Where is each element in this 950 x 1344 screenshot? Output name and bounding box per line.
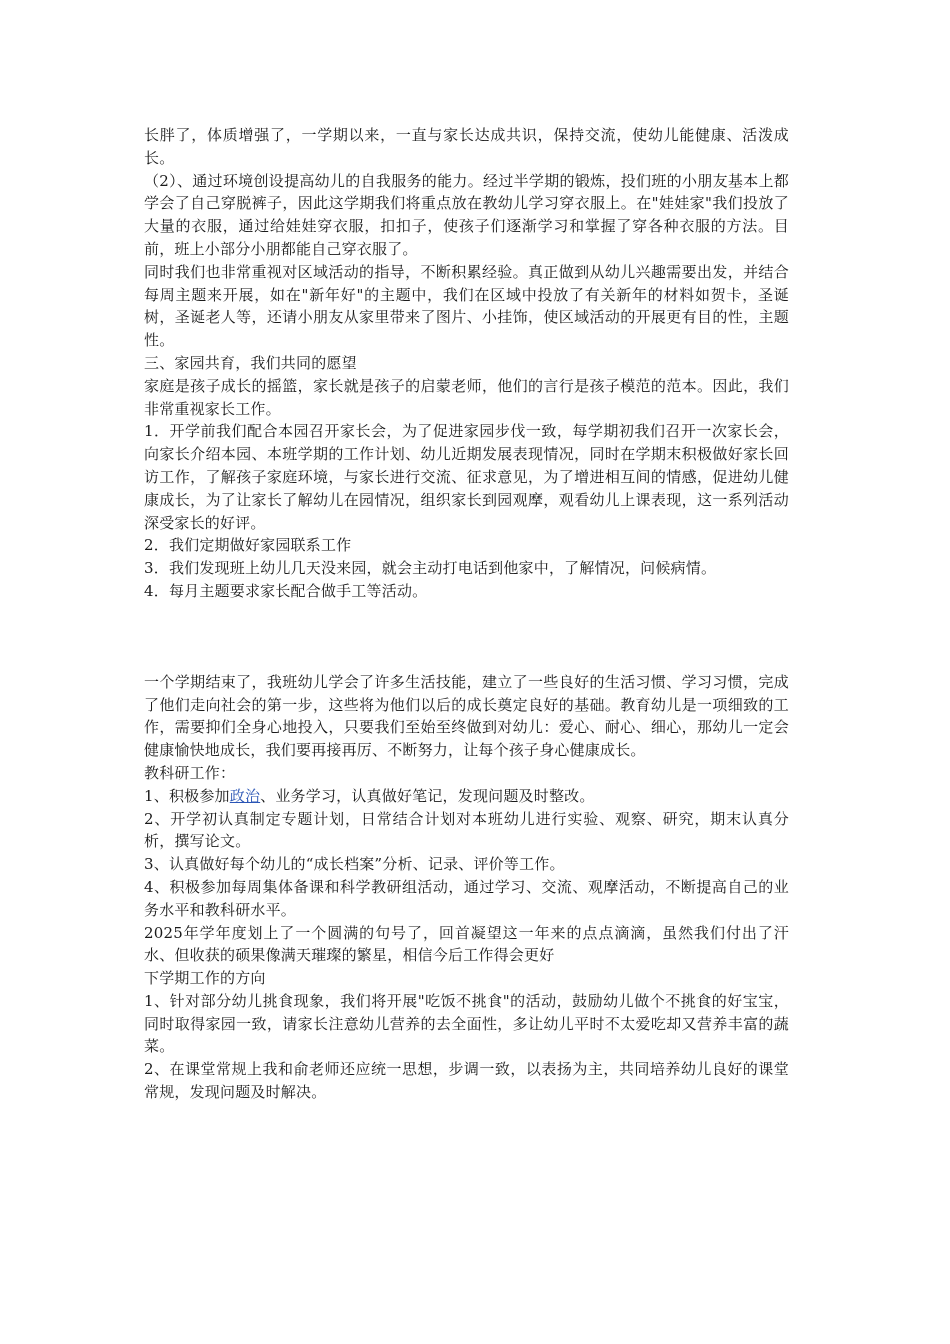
paragraph: （2）、通过环境创设提高幼儿的自我服务的能力。经过半学期的锻炼，投们班的小朋友基本上都学会了自己穿脱裤子，因此这学期我们将重点放在教幼儿学习穿衣服上。在"娃娃家"我们投放了大量的衣服，通过给娃娃穿衣服，扣扣子，使孩子们逐渐学习和掌握了穿各种衣服的方法。目前，班上小部分小朋都能自己穿衣服了。 [144,171,789,258]
list-item [144,785,789,808]
list-item: 1、针对部分幼儿挑食现象，我们将开展"吃饭不挑食"的活动，鼓励幼儿做个不挑食的好宝宝，同时取得家园一致，请家长注意幼儿营养的去全面性，多让幼儿平时不太爱吃却又营养丰富的蔬菜。 [144,991,789,1056]
list-item: 4．每月主题要求家长配合做手工等活动。 [144,581,428,600]
list-item-text: 1、积极参加 [144,786,230,805]
research-heading: 教科研工作： [144,763,236,782]
list-item: 4、积极参加每周集体备课和科学教研组活动，通过学习、交流、观摩活动，不断提高自己的业务水平和教科研水平。 [144,877,789,919]
next-term-heading: 下学期工作的方向 [144,969,266,988]
list-item: 2．我们定期做好家园联系工作 [144,536,352,555]
section-spacer [144,603,789,671]
paragraph: 长胖了，体质增强了，一学期以来，一直与家长达成共识，保持交流，使幼儿能健康、活泼成长。 [144,126,789,167]
list-item: 1．开学前我们配合本园召开家长会，为了促进家园步伐一致，每学期初我们召开一次家长会，向家长介绍本园、本班学期的工作计划、幼儿近期发展表现情况，同时在学期末积极做好家长回访工作，了解孩子家庭环境，与家长进行交流、征求意见，为了增进相互间的情感，促进幼儿健康成长，为了让家长了解幼儿在园情况，组织家长到园观摩，观看幼儿上课表现，这一系列活动深受家长的好评。 [144,422,789,532]
list-item-text: 、业务学习，认真做好笔记，发现问题及时整改。 [260,786,595,805]
list-item: 2、开学初认真制定专题计划，日常结合计划对本班幼儿进行实验、观察、研究，期末认真分析，撰写论文。 [144,809,789,851]
document-body [144,124,789,1104]
paragraph: 一个学期结束了，我班幼儿学会了许多生活技能，建立了一些良好的生活习惯、学习习惯，完成了他们走向社会的第一步，这些将为他们以后的成长奠定良好的基础。教育幼儿是一项细致的工作，需要抑们全身心地投入，只要我们至始至终做到对幼儿：爱心、耐心、细心，那幼儿一定会健康愉快地成长，我们要再接再厉、不断努力，让每个孩子身心健康成长。 [144,672,789,760]
paragraph: 家庭是孩子成长的摇篮，家长就是孩子的启蒙老师，他们的言行是孩子模范的范本。因此，我们非常重视家长工作。 [144,376,789,418]
paragraph: 2025年学年度划上了一个圆满的句号了，回首凝望这一年来的点点滴滴，虽然我们付出了汗水、但收获的硕果像满天璀璨的繁星，相信今后工作得会更好 [144,923,789,965]
paragraph: 同时我们也非常重视对区域活动的指导，不断积累经验。真正做到从幼儿兴趣需要出发，并结合每周主题来开展，如在"新年好"的主题中，我们在区域中投放了有关新年的材料如贺卡，圣诞树，圣诞老人等，还请小朋友从家里带来了图片、小挂饰，使区域活动的开展更有目的性，主题性。 [144,262,789,350]
list-item: 2、在课堂常规上我和俞老师还应统一思想，步调一致，以表扬为主，共同培养幼儿良好的课堂常规，发现问题及时解决。 [144,1060,789,1102]
list-item: 3、认真做好每个幼儿的“成长档案”分析、记录、评价等工作。 [144,855,565,874]
politics-link[interactable]: 政治 [229,786,261,805]
section-heading: 三、家园共育，我们共同的愿望 [144,353,357,372]
list-item: 3．我们发现班上幼儿几天没来园，就会主动打电话到他家中，了解情况，问候病情。 [144,559,717,578]
